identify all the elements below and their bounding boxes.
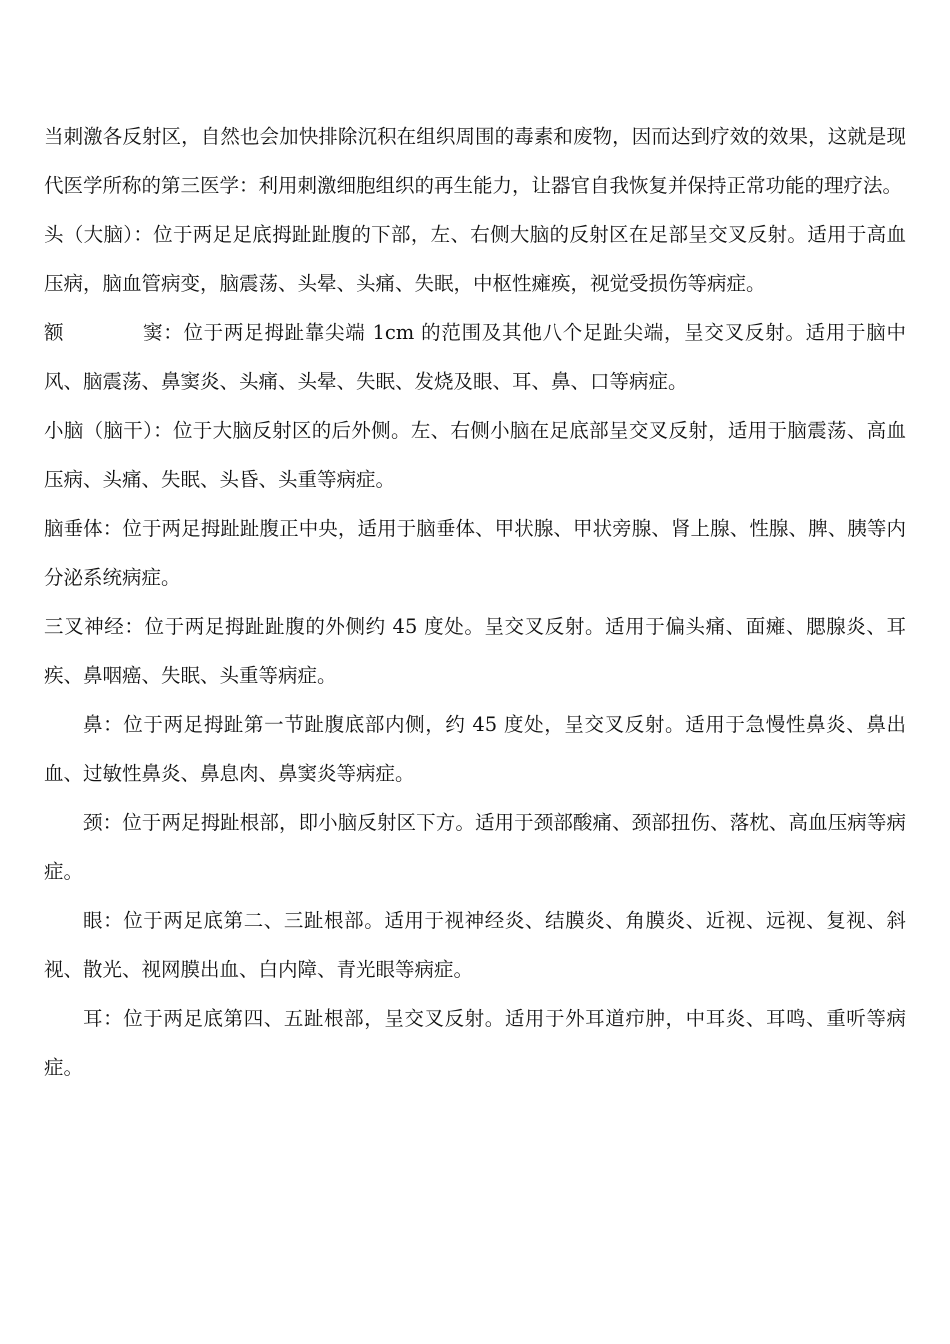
sinus-term-first-char: 额	[44, 321, 65, 344]
cerebellum-text: 位于大脑反射区的后外侧。左、右侧小脑在足底部呈交叉反射，适用于脑震荡、高血压病、头痛、失眠、头昏、头重等病症。	[44, 419, 906, 491]
pituitary-paragraph	[44, 504, 906, 602]
nose-term: 鼻：	[83, 713, 124, 736]
ear-term: 耳：	[83, 1007, 124, 1030]
cerebellum-term: 小脑（脑干）：	[44, 419, 173, 442]
sinus-paragraph	[44, 308, 906, 406]
neck-paragraph	[44, 798, 906, 896]
sinus-term-second-char: 窦：	[142, 321, 184, 344]
neck-term: 颈：	[83, 811, 123, 834]
nose-paragraph	[44, 700, 906, 798]
neck-text: 位于两足拇趾根部，即小脑反射区下方。适用于颈部酸痛、颈部扭伤、落枕、高血压病等病症。	[44, 811, 906, 883]
trigeminal-paragraph	[44, 602, 906, 700]
eye-paragraph	[44, 896, 906, 994]
ear-text: 位于两足底第四、五趾根部，呈交叉反射。适用于外耳道疖肿，中耳炎、耳鸣、重听等病症。	[44, 1007, 906, 1079]
eye-term: 眼：	[83, 909, 124, 932]
sinus-text: 位于两足拇趾靠尖端 1cm 的范围及其他八个足趾尖端，呈交叉反射。适用于脑中风、脑震荡、鼻窦炎、头痛、头晕、失眠、发烧及眼、耳、鼻、口等病症。	[44, 321, 906, 393]
eye-text: 位于两足底第二、三趾根部。适用于视神经炎、结膜炎、角膜炎、近视、远视、复视、斜视、散光、视网膜出血、白内障、青光眼等病症。	[44, 909, 906, 981]
intro-paragraph	[44, 112, 906, 210]
trigeminal-text: 位于两足拇趾趾腹的外侧约 45 度处。呈交叉反射。适用于偏头痛、面瘫、腮腺炎、耳疾、鼻咽癌、失眠、头重等病症。	[44, 615, 906, 687]
pituitary-text: 位于两足拇趾趾腹正中央，适用于脑垂体、甲状腺、甲状旁腺、肾上腺、性腺、脾、胰等内分泌系统病症。	[44, 517, 906, 589]
cerebellum-paragraph	[44, 406, 906, 504]
head-paragraph	[44, 210, 906, 308]
pituitary-term: 脑垂体：	[44, 517, 123, 540]
ear-paragraph	[44, 994, 906, 1092]
head-text: 位于两足足底拇趾趾腹的下部，左、右侧大脑的反射区在足部呈交叉反射。适用于高血压病，脑血管病变，脑震荡、头晕、头痛、失眠，中枢性瘫痪，视觉受损伤等病症。	[44, 223, 906, 295]
nose-text: 位于两足拇趾第一节趾腹底部内侧，约 45 度处，呈交叉反射。适用于急慢性鼻炎、鼻出血、过敏性鼻炎、鼻息肉、鼻窦炎等病症。	[44, 713, 906, 785]
trigeminal-term: 三叉神经：	[44, 615, 145, 638]
head-term: 头（大脑）：	[44, 223, 154, 246]
document-body	[44, 112, 906, 1092]
intro-text: 当刺激各反射区，自然也会加快排除沉积在组织周围的毒素和废物，因而达到疗效的效果，这就是现代医学所称的第三医学：利用刺激细胞组织的再生能力，让器官自我恢复并保持正常功能的理疗法。	[44, 125, 906, 197]
